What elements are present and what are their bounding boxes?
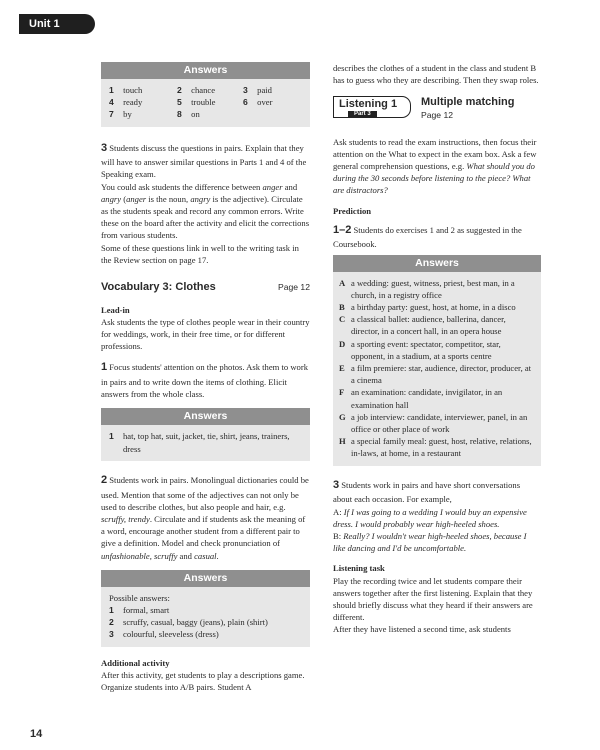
continued-text: describes the clothes of a student in the class and student B has to guess who they are describing. Then they swap roles. — [333, 63, 539, 86]
additional-activity-label: Additional activity — [101, 657, 170, 668]
answer-item: 1 formal, smart — [109, 604, 170, 615]
exercise-1-2-paragraph: 1–2 Students do exercises 1 and 2 as suggested in the Coursebook. — [333, 223, 522, 250]
unit-tab: Unit 1 — [19, 14, 95, 34]
answer-item: B a birthday party: guest, host, at home, in a disco — [339, 302, 516, 313]
section-title: Multiple matching — [421, 96, 515, 109]
page-number: 14 — [30, 728, 43, 740]
answers-box-1 — [101, 62, 310, 127]
listening-heading — [333, 96, 541, 121]
answers-grid — [101, 79, 310, 127]
answer-item: E a film premiere: star, audience, director, producer, at a cinema — [339, 363, 532, 386]
answers-heading: Answers — [101, 570, 310, 587]
answer-item: 2 scruffy, casual, baggy (jeans), plain (shirt) — [109, 617, 268, 628]
section-heading-vocabulary: Vocabulary 3: Clothes Page 12 — [101, 281, 310, 294]
answer-item: F an examination: candidate, invigilator, in an examination hall — [339, 387, 503, 410]
prediction-label: Prediction — [333, 205, 372, 216]
answer-item: 2 chance — [177, 85, 216, 95]
answers-heading: Answers — [101, 408, 310, 425]
listening-badge: Listening 1 Part 3 — [333, 96, 411, 118]
answer-item: A a wedding: guest, witness, priest, best man, in a church, in a registry office — [339, 277, 515, 300]
dialogue-a: A: If I was going to a wedding I would buy an expensive dress. I would probably wear high-heeled shoes. — [333, 506, 527, 529]
answers-box-2 — [101, 408, 310, 460]
answer-item: 6 over — [243, 97, 273, 108]
exercise-2-paragraph: 2 Students work in pairs. Monolingual dictionaries could be used. Mention that some of the adjectives can not only be used to describe clothes, but also people and hair, e.g. scruffy, trendy. Circulate and if students ask the meaning of a word, encourage another student from a different pair to give a definition. Model and check pronunciation of unfashionable, scruffy and casual. — [101, 473, 309, 561]
answer-item: D a sporting event: spectator, competitor, star, opponent, in a stadium, at a sports centre — [339, 338, 501, 361]
exercise-number: 1–2 — [333, 223, 352, 236]
answer-item: 3 paid — [243, 85, 272, 95]
answer-item: H a special family meal: guest, host, relative, relations, in-laws, at home, in a restaurant — [339, 436, 532, 459]
additional-activity-text: After this activity, get students to play a descriptions game. Organize students into A/B pairs. Student A — [101, 669, 305, 692]
answer-item: C a classical ballet: audience, ballerina, dancer, director, in a concert hall, in an opera house — [339, 314, 506, 337]
exercise-number: 3 — [101, 141, 108, 154]
exercise-number: 1 — [101, 361, 108, 374]
answers-intro: Possible answers: — [109, 592, 170, 603]
part-label: Part 3 — [348, 111, 377, 118]
page-reference: Page 12 — [277, 282, 310, 293]
listening-intro: Ask students to read the exam instructions, then focus their attention on the What to expect in the exam box. Ask a few general comprehension questions, e.g. What should you do during the 30 seconds before listening to the piece? What are distractors? — [333, 136, 537, 196]
answer-item: G a job interview: candidate, interviewer, panel, in an office or other place of work — [339, 411, 528, 435]
answers-box-listening — [333, 255, 541, 466]
exercise-1-paragraph: 1 Focus students' attention on the photos. Ask them to work in pairs and to write down the items of clothing. Elicit answers from the whole class. — [101, 361, 308, 400]
answer-item: 5 trouble — [177, 97, 216, 108]
exercise-3-link: Some of these questions link in well to the writing task in the Review section on page 17. — [101, 242, 299, 265]
exercise-number: 2 — [101, 473, 108, 486]
listening-task-label: Listening task — [333, 563, 385, 574]
exercise-3-paragraph: 3 Students discuss the questions in pairs. Explain that they will have to answer similar questions in Parts 1 and 4 of the Speaking exam. — [101, 141, 307, 180]
answers-heading: Answers — [333, 255, 541, 272]
lead-in-text: Ask students the type of clothes people wear in their country for weddings, work, in their free time, or for different professions. — [101, 316, 310, 352]
lead-in-label: Lead-in — [101, 304, 130, 315]
answer-item: 8 on — [177, 109, 200, 120]
answers-heading: Answers — [101, 62, 310, 79]
answer-item: 7 by — [109, 109, 132, 120]
left-column — [101, 62, 310, 693]
dialogue-b: B: Really? I wouldn't wear high-heeled shoes, because I like dancing and I'd be uncomfortable. — [333, 530, 527, 554]
exercise-number: 3 — [333, 478, 340, 491]
page-reference: Page 12 — [421, 110, 454, 121]
answer-item: 3 colourful, sleeveless (dress) — [109, 629, 219, 640]
answer-item: 1 hat, top hat, suit, jacket, tie, shirt, jeans, trainers, dress — [109, 431, 290, 454]
answer-item: 1 touch — [109, 85, 143, 95]
exercise-3-note: You could ask students the difference between anger and angry (anger is the noun, angry is the adjective). Circulate as the students speak and record any common errors. Write these on the board after the activity and elicit the corrections from various students. — [101, 181, 310, 241]
answer-item: 4 ready — [109, 97, 143, 108]
listening-task-text-2: After they have listened a second time, ask students — [333, 624, 511, 635]
right-column — [333, 62, 541, 636]
exercise-3-paragraph: 3 Students work in pairs and have short conversations about each occasion. For example, — [333, 478, 521, 505]
answers-box-3 — [101, 570, 310, 647]
listening-task-text: Play the recording twice and let students compare their answers together after the first listening. Explain that they should briefly discuss what they heard if their answers are different. — [333, 575, 533, 623]
